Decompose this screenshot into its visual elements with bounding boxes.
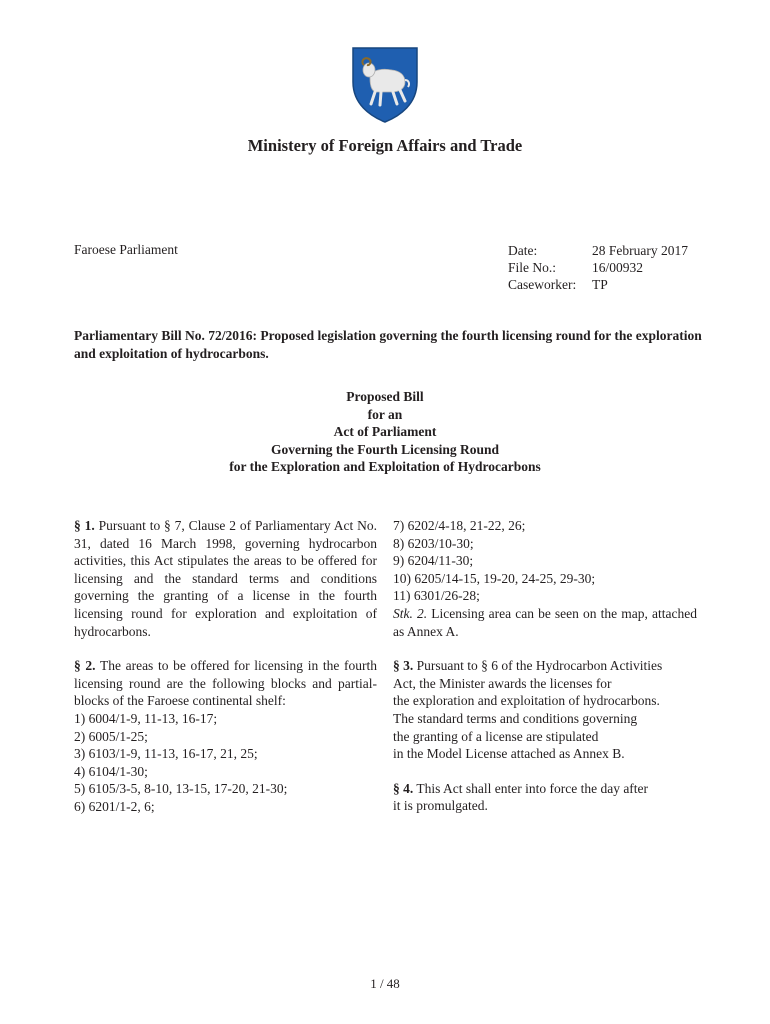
- section-text-line: Pursuant to § 6 of the Hydrocarbon Activities: [413, 658, 663, 674]
- meta-file-no: [508, 259, 688, 276]
- meta-label: File No.:: [508, 260, 557, 275]
- block-list: [74, 710, 377, 816]
- bill-title-line: Proposed Bill: [346, 389, 424, 404]
- meta-date: [508, 242, 688, 259]
- meta-caseworker: [508, 276, 688, 293]
- block-list: [393, 517, 697, 605]
- section-1: [74, 517, 377, 640]
- document-meta: [508, 242, 688, 293]
- section-text-line: in the Model License attached as Annex B.: [393, 746, 625, 762]
- coat-of-arms-icon: [350, 44, 420, 124]
- list-item: 1) 6004/1-9, 11-13, 16-17;: [74, 710, 218, 726]
- section-text-line: The standard terms and conditions governing: [393, 710, 638, 726]
- section-text: Pursuant to § 7, Clause 2 of Parliamentary Act No. 31, dated 16 March 1998, governing hydrocarbon activities, this Act stipulates the areas to be offered for licensing and the standard terms and conditions governing the granting of a license in the fourth licensing round for exploration and exploitation of hydrocarbons.: [74, 518, 377, 639]
- section-2-continued: [393, 517, 697, 640]
- ministry-heading: Ministery of Foreign Affairs and Trade: [247, 136, 523, 155]
- list-item: 8) 6203/10-30;: [393, 535, 474, 551]
- recipient: Faroese Parliament: [74, 242, 178, 257]
- section-3: [393, 657, 697, 763]
- list-item: 11) 6301/26-28;: [393, 588, 480, 604]
- subsection-text: Licensing area can be seen on the map, attached as Annex A.: [393, 605, 697, 639]
- list-item: 7) 6202/4-18, 21-22, 26;: [393, 518, 526, 533]
- meta-label: Caseworker:: [508, 277, 577, 292]
- section-4: [393, 780, 697, 815]
- section-text-line: the exploration and exploitation of hydrocarbons.: [393, 693, 660, 709]
- section-text-line: it is promulgated.: [393, 798, 488, 814]
- meta-label: Date:: [508, 243, 538, 258]
- list-item: 5) 6105/3-5, 8-10, 13-15, 17-20, 21-30;: [74, 781, 288, 797]
- meta-value: TP: [592, 277, 608, 292]
- section-text-line: Act, the Minister awards the licenses for: [393, 675, 612, 691]
- section-text-line: the granting of a license are stipulated: [393, 728, 599, 744]
- right-column: [393, 517, 697, 815]
- list-item: 3) 6103/1-9, 11-13, 16-17, 21, 25;: [74, 746, 258, 762]
- section-2: [74, 657, 377, 815]
- meta-value: 16/00932: [592, 260, 644, 275]
- section-heading: § 4.: [393, 780, 414, 796]
- list-item: 2) 6005/1-25;: [74, 728, 148, 744]
- subsection-2: [393, 605, 697, 640]
- bill-title-line: Governing the Fourth Licensing Round: [270, 441, 500, 457]
- bill-title-line: for an: [367, 406, 403, 422]
- list-item: 9) 6204/11-30;: [393, 553, 474, 569]
- subsection-label: Stk. 2.: [393, 605, 428, 621]
- bill-title-line: for the Exploration and Exploitation of Hydrocarbons: [229, 459, 541, 475]
- section-heading: § 3.: [393, 658, 414, 674]
- section-heading: § 2.: [74, 658, 96, 674]
- list-item: 10) 6205/14-15, 19-20, 24-25, 29-30;: [393, 570, 596, 586]
- bill-title: [0, 388, 770, 476]
- meta-value: 28 February 2017: [592, 243, 688, 258]
- list-item: 4) 6104/1-30;: [74, 763, 148, 779]
- section-text: The areas to be offered for licensing in the fourth licensing round are the following blocks and partial-blocks of the Faroese continental shelf:: [74, 658, 377, 709]
- page-number: 1 / 48: [370, 976, 400, 991]
- subject-line: Parliamentary Bill No. 72/2016: Proposed legislation governing the fourth licensing round for the exploration and exploitation of hydrocarbons.: [74, 328, 702, 361]
- left-column: [74, 517, 377, 816]
- section-text-line: This Act shall enter into force the day after: [413, 780, 649, 796]
- section-heading: § 1.: [74, 518, 95, 533]
- bill-title-line: Act of Parliament: [333, 424, 437, 440]
- list-item: 6) 6201/1-2, 6;: [74, 798, 155, 814]
